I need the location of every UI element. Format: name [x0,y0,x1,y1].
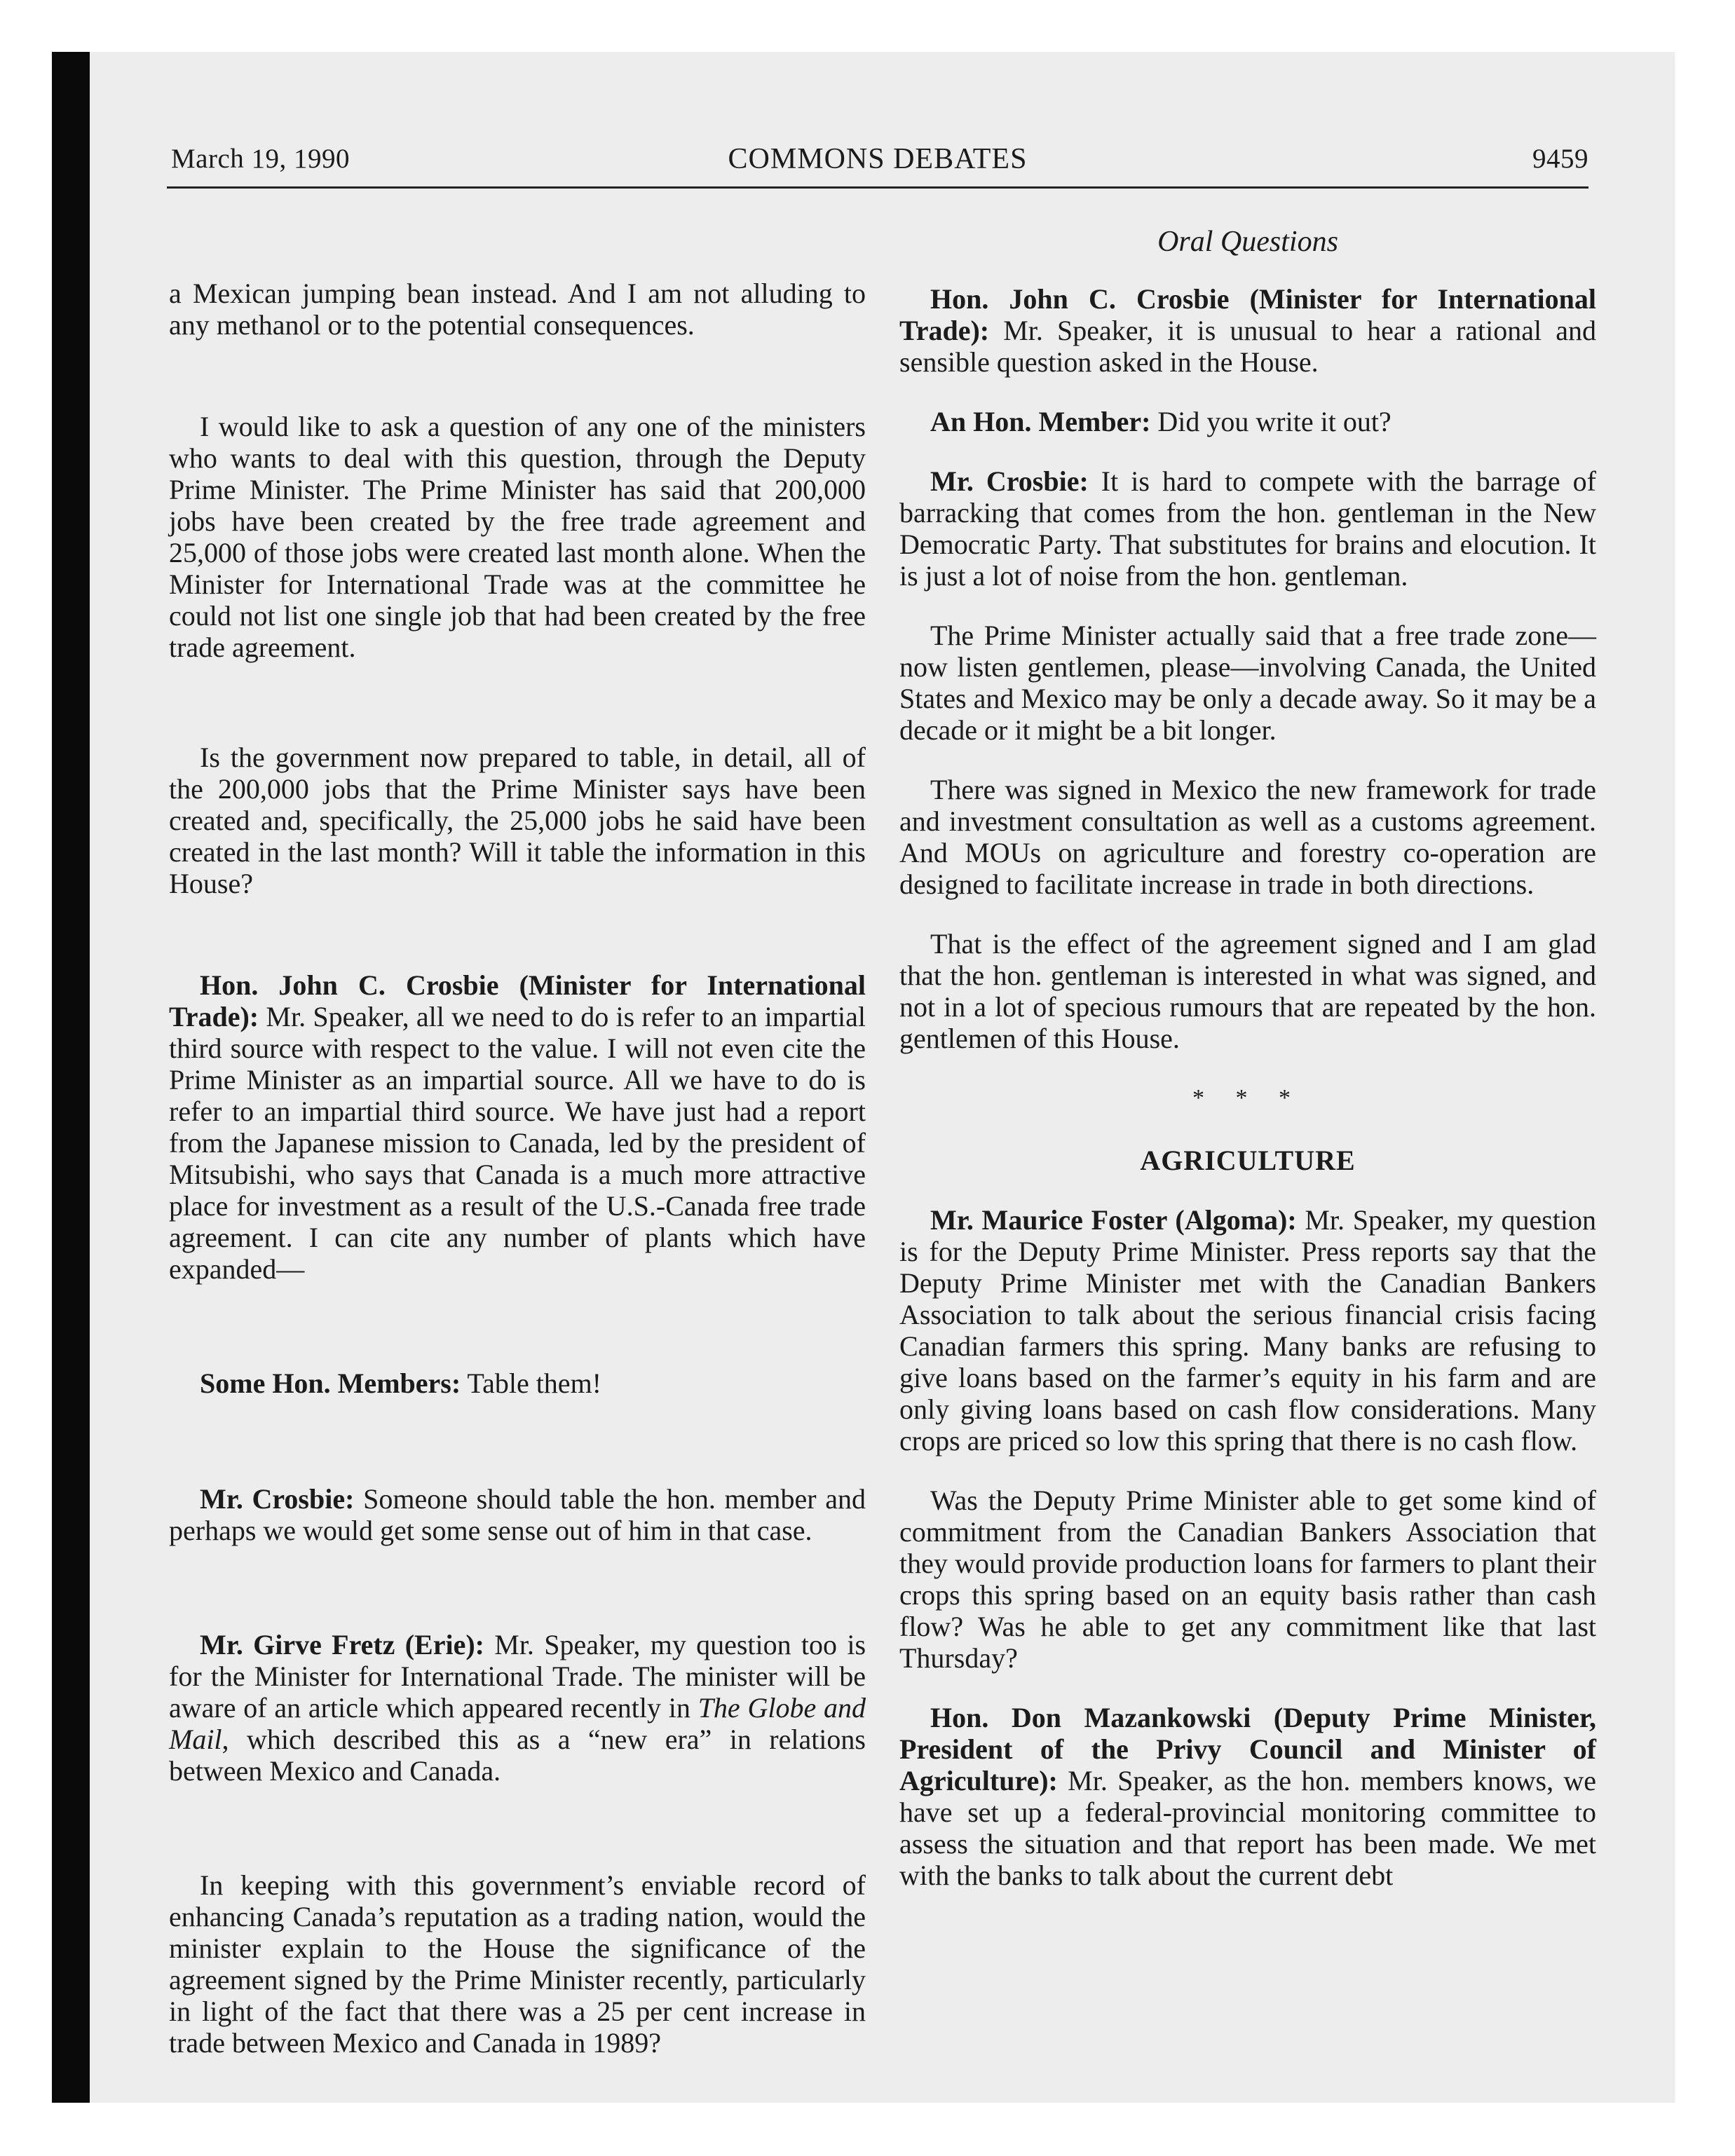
newspaper-title: The Globe and Mail [169,1692,866,1755]
speaker-name: Mr. Girve Fretz (Erie): [200,1629,484,1660]
section-title: AGRICULTURE [1140,1145,1356,1176]
paragraph: Was the Deputy Prime Minister able to get some kind of commitment from the Canadian Bankers Association that they would provide production loans for farmers to plant their crops this spring based on an equity basis rather than cash flow? Was he able to get any commitment like that last Thursday? [899,1485,1596,1674]
paragraph [169,1629,866,1787]
speaker-name: Mr. Maurice Foster (Algoma): [930,1204,1297,1236]
speech-text: Mr. Speaker, it is unusual to hear a rational and sensible question asked in the House. [899,315,1596,378]
publication-title: COMMONS DEBATES [728,143,1028,175]
speech-text: Did you write it out? [1150,406,1392,437]
paragraph: In keeping with this government’s enviable record of enhancing Canada’s reputation as a trading nation, would the minister explain to the House the significance of the agreement signed by the Prime Minister recently, particularly in light of the fact that there was a 25 per cent increase in trade between Mexico and Canada in 1989? [169,1869,866,2059]
header-date: March 19, 1990 [171,144,351,174]
left-column [169,278,866,2137]
speech-text: Mr. Speaker, my question too is for the Minister for International Trade. The minister will be aware of an article which appeared recently in [169,1629,866,1724]
speech-text: Table them! [461,1367,601,1399]
paragraph: That is the effect of the agreement signed and I am glad that the hon. gentleman is interested in what was signed, and not in a lot of specious rumours that are repeated by the hon. gentlemen of this House. [899,928,1596,1054]
paragraph [899,1204,1596,1456]
paragraph: Is the government now prepared to table, in detail, all of the 200,000 jobs that the Prime Minister says have been created and, specifically, the 25,000 jobs he said have been created in the last month? Will it table the information in this House? [169,742,866,899]
paragraph: a Mexican jumping bean instead. And I am not alluding to any methanol or to the potential consequences. [169,278,866,341]
speaker-name: An Hon. Member: [930,406,1151,437]
paragraph [899,406,1596,437]
paragraph [899,283,1596,378]
speech-text: , which described this as a “new era” in relations between Mexico and Canada. [169,1724,866,1787]
speaker-name: Mr. Crosbie: [200,1483,355,1515]
speaker-name: Hon. John C. Crosbie (Minister for International Trade): [899,283,1596,346]
speech-text: Someone should table the hon. member and perhaps we would get some sense out of him in that case. [169,1483,866,1546]
speech-text: Mr. Speaker, all we need to do is refer to an impartial third source with respect to the value. I will not even cite the Prime Minister as an impartial source. All we have to do is refer to an impartial third source. We have just had a report from the Japanese mission to Canada, led by the president of Mitsubishi, who says that Canada is a much more attractive place for investment as a result of the U.S.-Canada free trade agreement. I can cite any number of plants which have expanded— [169,1001,866,1285]
paragraph: The Prime Minister actually said that a free trade zone—now listen gentlemen, please—involving Canada, the United States and Mexico may be only a decade away. So it may be a decade or it might be a bit longer. [899,620,1596,746]
right-column [899,224,1596,1919]
paragraph [169,1367,866,1399]
paragraph [899,1702,1596,1891]
page-number: 9459 [1532,144,1588,174]
speaker-name: Hon. Don Mazankowski (Deputy Prime Minister, President of the Privy Council and Minister of Agriculture): [899,1702,1596,1796]
speaker-name: Some Hon. Members: [200,1367,461,1399]
speaker-name: Hon. John C. Crosbie (Minister for International Trade): [169,969,866,1032]
speech-text: Mr. Speaker, as the hon. members knows, we have set up a federal-provincial monitoring committee to assess the situation and that report has been made. We met with the banks to talk about the current debt [899,1765,1596,1891]
page-header [167,142,1588,184]
paragraph [169,1483,866,1546]
speaker-name: Mr. Crosbie: [930,465,1089,497]
speech-text: It is hard to compete with the barrage of barracking that comes from the hon. gentleman in the New Democratic Party. That substitutes for brains and elocution. It is just a lot of noise from the hon. gentleman. [899,465,1596,592]
paragraph: I would like to ask a question of any one of the ministers who wants to deal with this question, through the Deputy Prime Minister. The Prime Minister has said that 200,000 jobs have been created by the free trade agreement and 25,000 of those jobs were created last month alone. When the Minister for International Trade was at the committee he could not list one single job that had been created by the free trade agreement. [169,411,866,663]
section-separator: * * * [1192,1085,1303,1111]
header-rule [167,186,1588,189]
binding-edge [52,52,90,2103]
paragraph: There was signed in Mexico the new framework for trade and investment consultation as well as a customs agreement. And MOUs on agriculture and forestry co-operation are designed to facilitate increase in trade in both directions. [899,774,1596,900]
section-subhead: Oral Questions [1157,226,1338,258]
speech-text: Mr. Speaker, my question is for the Deputy Prime Minister. Press reports say that the Deputy Prime Minister met with the Canadian Bankers Association to talk about the serious financial crisis facing Canadian farmers this spring. Many banks are refusing to give loans based on the farmer’s equity in his farm and are only giving loans based on cash flow considerations. Many crops are priced so low this spring that there is no cash flow. [899,1204,1596,1456]
paragraph [169,969,866,1285]
paragraph [899,465,1596,592]
